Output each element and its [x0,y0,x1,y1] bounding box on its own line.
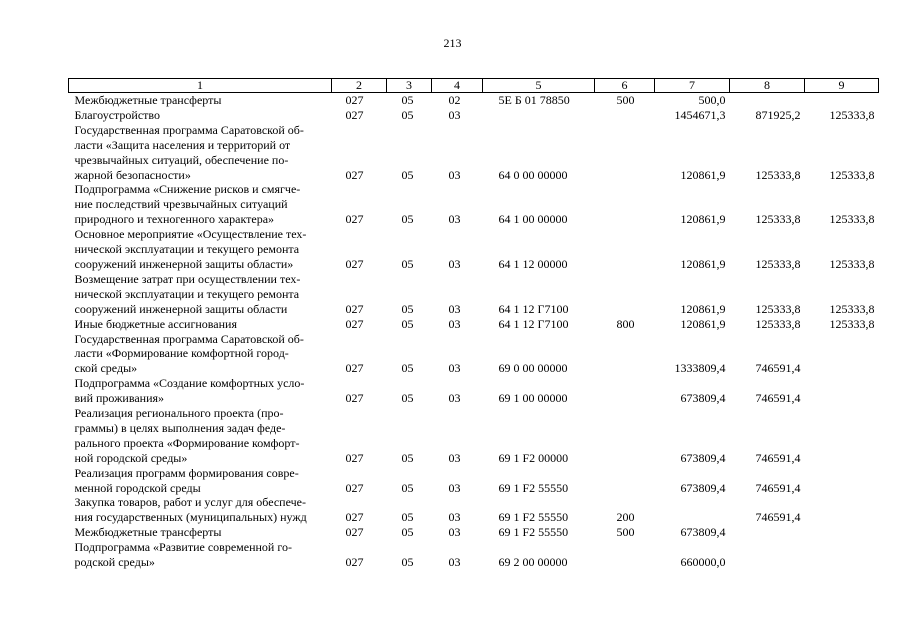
item-name-line: сооружений инженерной защиты области [74,301,288,316]
amount-col7-cell: 673809,4 [680,525,726,540]
amount-col7-cell: 120861,9 [680,301,726,316]
budget-table [68,78,879,570]
item-name-line: сооружений инженерной защиты области» [74,256,294,271]
column-header: 6 [595,79,655,93]
ministry-code-cell: 027 [345,450,364,465]
subsection-cell: 03 [448,212,461,227]
amount-col8-cell: 125333,8 [755,256,801,271]
amount-col9-cell [805,495,879,525]
amount-col7-cell: 1454671,3 [674,107,726,122]
amount-col7-cell: 120861,9 [680,167,726,182]
target-article-cell: 69 1 F2 00000 [498,450,569,465]
item-name-line: Межбюджетные трансферты [74,525,222,540]
item-name-line: нической эксплуатации и текущего ремонта [74,242,300,257]
item-name-line: Закупка товаров, работ и услуг для обеспече- [74,495,306,510]
table-row [69,466,879,496]
item-name-cell [69,332,332,377]
expense-type-cell: 500 [616,525,635,540]
item-name-line: ния государственных (муниципальных) нужд [74,510,307,525]
item-name-line: Государственная программа Саратовской об- [74,122,304,137]
amount-col8-cell [730,93,805,108]
subsection-cell: 02 [448,93,461,107]
amount-col7-cell: 120861,9 [680,256,726,271]
amount-col8-cell: 871925,2 [755,107,801,122]
target-article-cell: 69 1 F2 55550 [498,525,569,540]
column-header: 9 [805,79,879,93]
ministry-code-cell: 027 [345,510,364,525]
amount-col9-cell: 125333,8 [829,167,875,182]
page-number: 213 [443,36,462,50]
item-name-line: родской среды» [74,555,155,570]
subsection-cell: 03 [448,510,461,525]
expense-type-cell [595,272,655,317]
target-article-cell [483,108,595,123]
amount-col9-cell [805,525,879,540]
expense-type-cell: 800 [616,316,635,331]
item-name-cell [69,525,332,540]
item-name-line: ной городской среды» [74,450,188,465]
column-header: 8 [730,79,805,93]
item-name-cell [69,182,332,227]
item-name-line: рального проекта «Формирование комфорт- [74,435,300,450]
item-name-line: Подпрограмма «Развитие современной го- [74,540,292,555]
amount-col9-cell: 125333,8 [829,212,875,227]
amount-col7-cell [655,495,730,525]
table-row [69,227,879,272]
amount-col7-cell: 120861,9 [680,212,726,227]
target-article-cell: 64 1 12 Г7100 [498,316,569,331]
ministry-code-cell: 027 [345,525,364,540]
item-name-line: Возмещение затрат при осуществлении тех- [74,271,301,286]
item-name-cell [69,376,332,406]
amount-col7-cell: 120861,9 [680,316,726,331]
item-name-line: менной городской среды [74,480,201,495]
column-header: 2 [332,79,387,93]
target-article-cell: 64 1 12 00000 [498,256,568,271]
item-name-cell [69,406,332,466]
expense-type-cell [595,540,655,570]
ministry-code-cell: 027 [345,167,364,182]
item-name-cell [69,227,332,272]
item-name-line: граммы) в целях выполнения задач феде- [74,420,286,435]
section-cell: 05 [401,510,414,525]
item-name-line: Реализация программ формирования совре- [74,465,299,480]
ministry-code-cell: 027 [345,316,364,331]
target-article-cell: 64 1 12 Г7100 [498,301,569,316]
table-row [69,182,879,227]
amount-col8-cell: 746591,4 [755,361,801,376]
item-name-line: нической эксплуатации и текущего ремонта [74,286,300,301]
section-cell: 05 [401,107,414,122]
amount-col7-cell: 1333809,4 [674,361,726,376]
table-row [69,272,879,317]
item-name-cell [69,272,332,317]
target-article-cell: 69 1 00 00000 [498,391,568,406]
subsection-cell: 03 [448,301,461,316]
ministry-code-cell: 027 [345,107,364,122]
table-row [69,317,879,332]
section-cell: 05 [401,93,414,107]
item-name-line: жарной безопасности» [74,167,191,182]
section-cell: 05 [401,525,414,540]
table-row [69,332,879,377]
item-name-line: Реализация регионального проекта (про- [74,406,284,421]
expense-type-cell [595,376,655,406]
section-cell: 05 [401,555,414,570]
item-name-line: природного и техногенного характера» [74,212,275,227]
expense-type-cell [595,466,655,496]
amount-col9-cell [805,93,879,108]
target-article-cell: 69 1 F2 55550 [498,510,569,525]
table-row [69,123,879,183]
expense-type-cell [595,108,655,123]
subsection-cell: 03 [448,525,461,540]
ministry-code-cell: 027 [345,555,364,570]
item-name-line: ской среды» [74,361,138,376]
table-row [69,495,879,525]
amount-col9-cell: 125333,8 [829,107,875,122]
item-name-line: ние последствий чрезвычайных ситуаций [74,197,288,212]
amount-col9-cell [805,406,879,466]
item-name-line: ласти «Защита населения и территорий от [74,137,291,152]
expense-type-cell: 200 [616,510,635,525]
header-row [69,79,879,93]
item-name-line: Подпрограмма «Создание комфортных усло- [74,376,305,391]
target-article-cell: 64 1 00 00000 [498,212,568,227]
section-cell: 05 [401,167,414,182]
amount-col8-cell: 125333,8 [755,316,801,331]
amount-col8-cell: 125333,8 [755,301,801,316]
section-cell: 05 [401,391,414,406]
amount-col9-cell [805,466,879,496]
amount-col7-cell: 673809,4 [680,450,726,465]
subsection-cell: 03 [448,555,461,570]
item-name-line: Благоустройство [74,107,161,122]
item-name-line: Подпрограмма «Снижение рисков и смягче- [74,182,301,197]
column-header: 1 [69,79,332,93]
expense-type-cell [595,182,655,227]
table-row [69,540,879,570]
item-name-cell [69,466,332,496]
section-cell: 05 [401,316,414,331]
target-article-cell: 5Е Б 01 78850 [498,93,570,107]
subsection-cell: 03 [448,480,461,495]
ministry-code-cell: 027 [345,361,364,376]
amount-col9-cell [805,332,879,377]
ministry-code-cell: 027 [345,391,364,406]
amount-col7-cell: 673809,4 [680,391,726,406]
item-name-cell [69,93,332,108]
column-header: 7 [655,79,730,93]
subsection-cell: 03 [448,450,461,465]
amount-col8-cell [730,540,805,570]
amount-col8-cell: 125333,8 [755,167,801,182]
amount-col7-cell: 660000,0 [680,555,726,570]
item-name-cell [69,123,332,183]
subsection-cell: 03 [448,167,461,182]
item-name-cell [69,317,332,332]
subsection-cell: 03 [448,316,461,331]
section-cell: 05 [401,301,414,316]
table-row [69,525,879,540]
expense-type-cell [595,406,655,466]
target-article-cell: 69 0 00 00000 [498,361,568,376]
subsection-cell: 03 [448,256,461,271]
target-article-cell: 69 2 00 00000 [498,555,568,570]
item-name-line: Межбюджетные трансферты [74,93,222,107]
amount-col7-cell: 500,0 [698,93,726,107]
amount-col8-cell: 746591,4 [755,510,801,525]
section-cell: 05 [401,256,414,271]
target-article-cell: 69 1 F2 55550 [498,480,569,495]
subsection-cell: 03 [448,361,461,376]
amount-col9-cell: 125333,8 [829,301,875,316]
amount-col9-cell [805,540,879,570]
amount-col9-cell [805,376,879,406]
item-name-line: Иные бюджетные ассигнования [74,316,237,331]
subsection-cell: 03 [448,107,461,122]
expense-type-cell [595,123,655,183]
expense-type-cell [595,227,655,272]
table-row [69,406,879,466]
target-article-cell: 64 0 00 00000 [498,167,568,182]
ministry-code-cell: 027 [345,480,364,495]
amount-col8-cell: 746591,4 [755,391,801,406]
amount-col8-cell [730,525,805,540]
section-cell: 05 [401,212,414,227]
ministry-code-cell: 027 [345,301,364,316]
subsection-cell: 03 [448,391,461,406]
table-row [69,93,879,108]
item-name-line: Государственная программа Саратовской об- [74,331,304,346]
column-header: 3 [387,79,432,93]
item-name-line: вий проживания» [74,391,165,406]
section-cell: 05 [401,361,414,376]
item-name-line: чрезвычайных ситуаций, обеспечение по- [74,152,289,167]
section-cell: 05 [401,450,414,465]
ministry-code-cell: 027 [345,212,364,227]
item-name-line: Основное мероприятие «Осуществление тех- [74,227,307,242]
item-name-cell [69,108,332,123]
section-cell: 05 [401,480,414,495]
amount-col9-cell: 125333,8 [829,256,875,271]
item-name-cell [69,495,332,525]
table-row [69,108,879,123]
expense-type-cell [595,332,655,377]
amount-col7-cell: 673809,4 [680,480,726,495]
column-header: 4 [432,79,483,93]
column-header: 5 [483,79,595,93]
amount-col8-cell: 746591,4 [755,450,801,465]
amount-col9-cell: 125333,8 [829,316,875,331]
item-name-cell [69,540,332,570]
ministry-code-cell: 027 [345,256,364,271]
ministry-code-cell: 027 [345,93,364,107]
expense-type-cell: 500 [616,93,635,107]
amount-col8-cell: 746591,4 [755,480,801,495]
item-name-line: ласти «Формирование комфортной город- [74,346,289,361]
amount-col8-cell: 125333,8 [755,212,801,227]
table-row [69,376,879,406]
